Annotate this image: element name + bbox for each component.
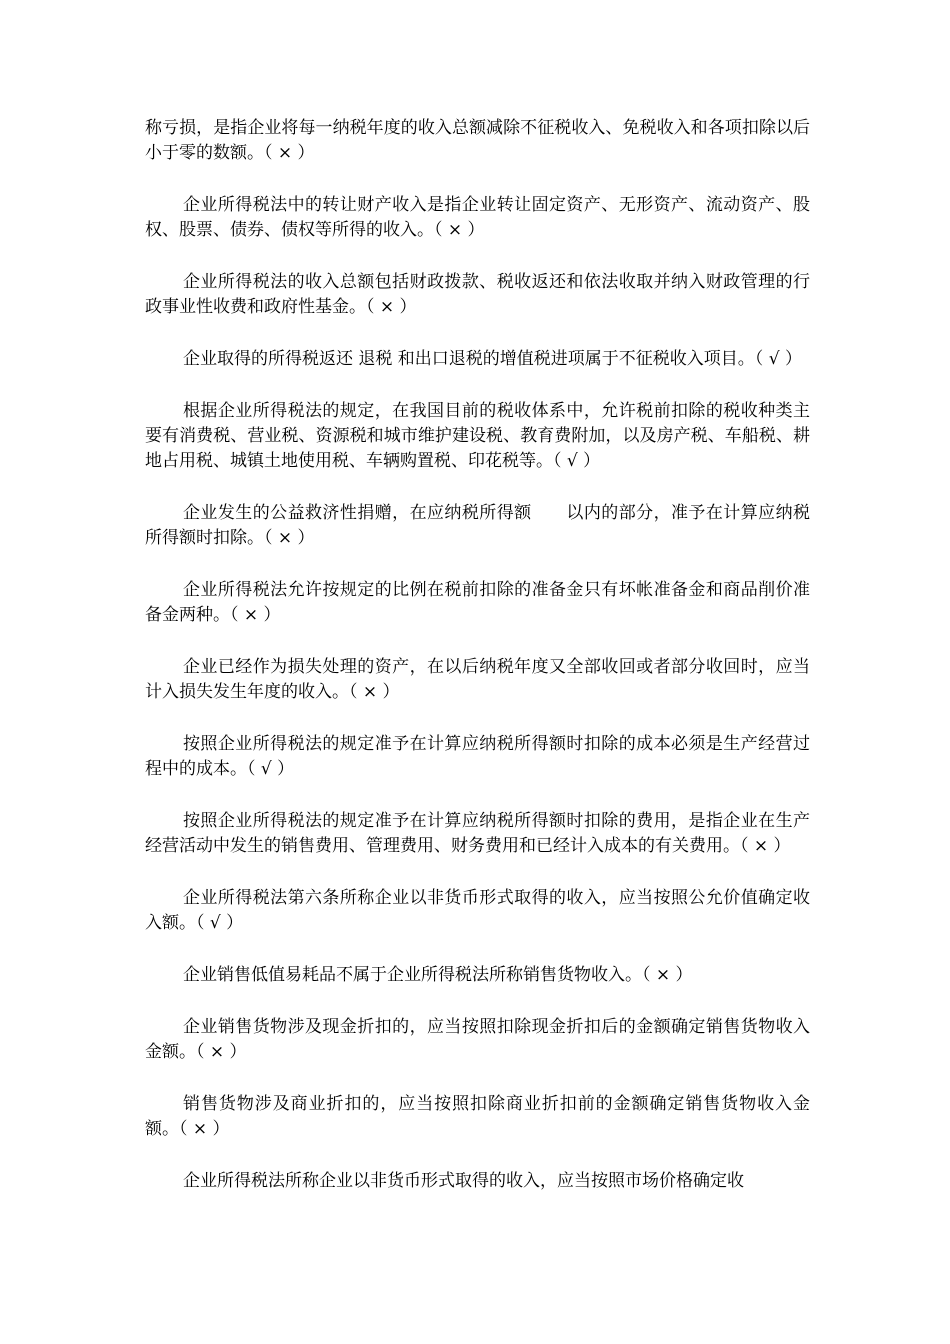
paragraph-4: 企业取得的所得税返还 退税 和出口退税的增值税进项属于不征税收入项目。（ √ ）	[183, 349, 802, 369]
paragraph-7: 企业所得税法允许按规定的比例在税前扣除的准备金只有坏帐准备金和商品削价准备金两种。（ × ）	[145, 580, 810, 625]
paragraph-10: 按照企业所得税法的规定准予在计算应纳税所得额时扣除的费用，是指企业在生产经营活动中发生的销售费用、管理费用、财务费用和已经计入成本的有关费用。（ × ）	[145, 811, 810, 856]
paragraph-15: 企业所得税法所称企业以非货币形式取得的收入，应当按照市场价格确定收	[183, 1171, 744, 1191]
paragraph-9: 按照企业所得税法的规定准予在计算应纳税所得额时扣除的成本必须是生产经营过程中的成本。（ √ ）	[145, 734, 810, 779]
paragraph-8: 企业已经作为损失处理的资产，在以后纳税年度又全部收回或者部分收回时，应当计入损失发生年度的收入。（ × ）	[145, 657, 810, 702]
paragraph-3: 企业所得税法的收入总额包括财政拨款、税收返还和依法收取并纳入财政管理的行政事业性收费和政府性基金。（ × ）	[145, 272, 810, 317]
paragraph-14: 销售货物涉及商业折扣的，应当按照扣除商业折扣前的金额确定销售货物收入金额。（ × ）	[145, 1094, 810, 1139]
document-body	[145, 116, 810, 1221]
paragraph-2: 企业所得税法中的转让财产收入是指企业转让固定资产、无形资产、流动资产、股权、股票、债券、债权等所得的收入。（ × ）	[145, 195, 810, 240]
paragraph-12: 企业销售低值易耗品不属于企业所得税法所称销售货物收入。（ × ）	[183, 965, 693, 985]
paragraph-5: 根据企业所得税法的规定，在我国目前的税收体系中，允许税前扣除的税收种类主要有消费税、营业税、资源税和城市维护建设税、教育费附加，以及房产税、车船税、耕地占用税、城镇土地使用税、车辆购置税、印花税等。（ √ ）	[145, 401, 810, 471]
paragraph-1: 称亏损，是指企业将每一纳税年度的收入总额减除不征税收入、免税收入和各项扣除以后小于零的数额。（ × ）	[145, 118, 810, 163]
paragraph-6: 企业发生的公益救济性捐赠，在应纳税所得额 以内的部分，准予在计算应纳税所得额时扣除。（ × ）	[145, 503, 810, 548]
paragraph-11: 企业所得税法第六条所称企业以非货币形式取得的收入，应当按照公允价值确定收入额。（ √ ）	[145, 888, 810, 933]
paragraph-13: 企业销售货物涉及现金折扣的，应当按照扣除现金折扣后的金额确定销售货物收入金额。（ × ）	[145, 1017, 810, 1062]
